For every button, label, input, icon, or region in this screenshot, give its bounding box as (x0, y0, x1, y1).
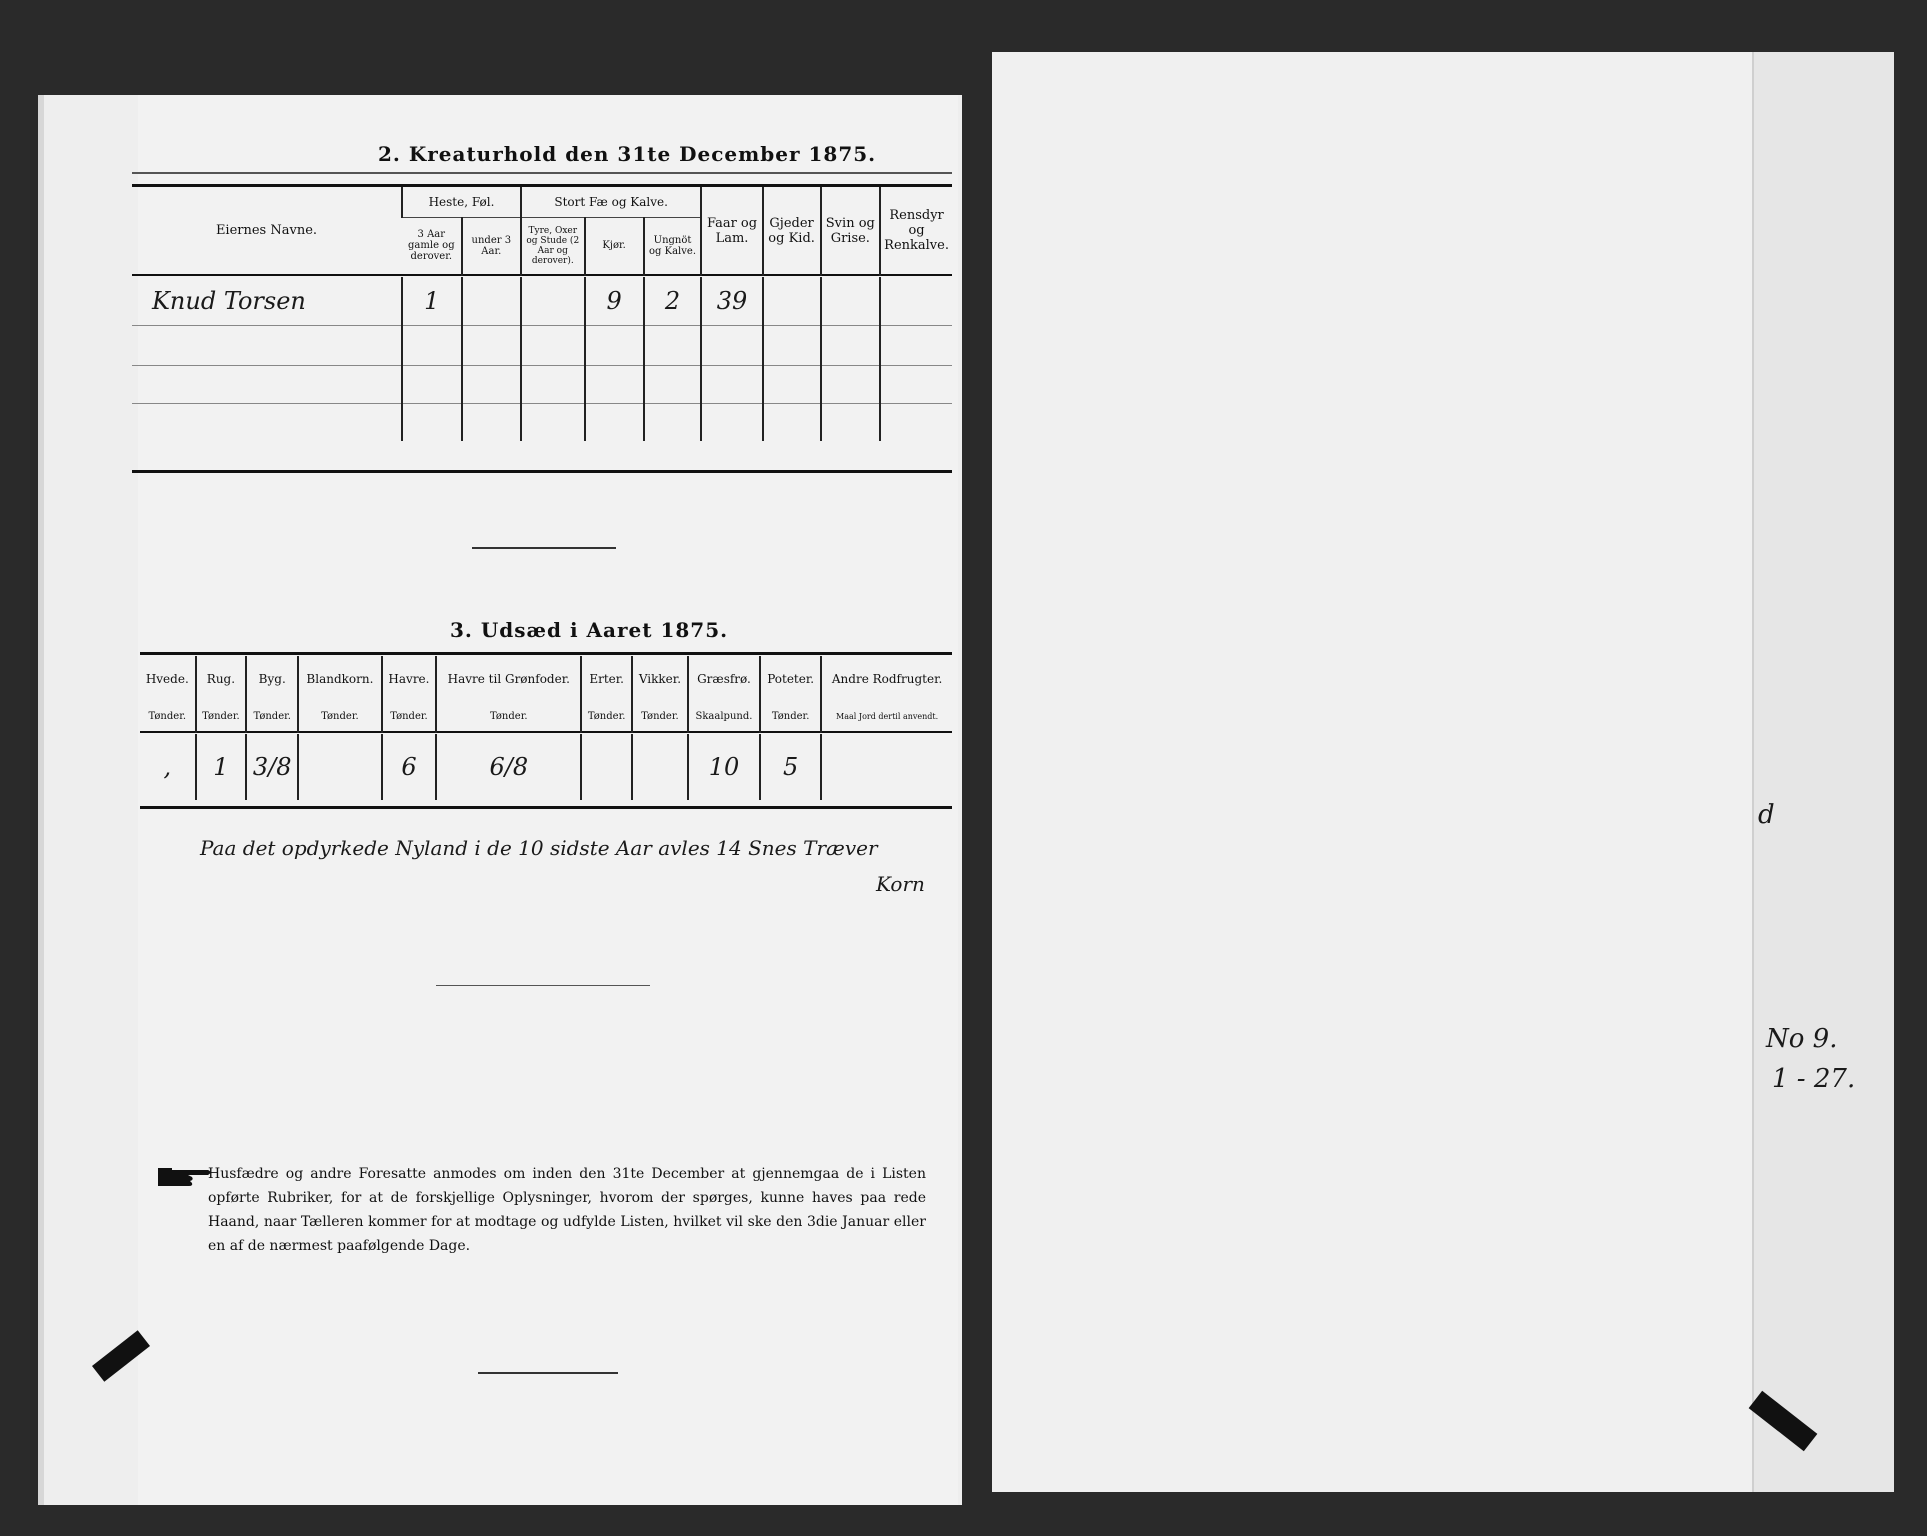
right-page (992, 52, 1892, 1492)
pigs-value (821, 277, 881, 325)
seed-col-rug: Rug. (196, 656, 247, 702)
reindeer-value (880, 277, 952, 325)
sheep-value: 39 (701, 277, 762, 325)
seed-unit: Skaalpund. (688, 702, 760, 732)
livestock-table (132, 187, 952, 441)
seed-unit: Tønder. (196, 702, 247, 732)
divider (472, 547, 616, 549)
seed-col-erter: Erter. (581, 656, 632, 702)
table-row (140, 734, 952, 800)
divider (478, 1372, 618, 1374)
section2-title: 2. Kreaturhold den 31te December 1875. (378, 142, 877, 166)
handwritten-note-line2: Korn (876, 872, 925, 896)
header-pigs: Svin og Grise. (821, 187, 881, 275)
seed-unit: Tønder. (246, 702, 298, 732)
table-row (132, 365, 952, 403)
rule (132, 172, 952, 174)
header-horses-young: under 3 Aar. (462, 217, 521, 275)
seed-value (581, 734, 632, 800)
owner-name: Knud Torsen (152, 286, 306, 315)
seed-col-blandkorn: Blandkorn. (298, 656, 381, 702)
seed-col-hvede: Hvede. (145, 672, 189, 686)
margin-note-number: No 9. (1766, 1024, 1838, 1054)
margin-note-range: 1 - 27. (1772, 1064, 1856, 1094)
horses-young-value (462, 277, 521, 325)
header-reindeer: Rensdyr og Renkalve. (880, 187, 952, 275)
header-horses-old: 3 Aar gamle og derover. (408, 229, 455, 263)
seed-col-poteter: Poteter. (760, 656, 821, 702)
seed-value: 3/8 (246, 734, 298, 800)
header-cattle-bulls: Tyre, Oxer og Stude (2 Aar og derover). (521, 217, 585, 275)
seed-col-havre-gronfoder: Havre til Grønfoder. (436, 656, 581, 702)
header-cattle-cows: Kjør. (585, 217, 644, 275)
header-owner: Eiernes Navne. (215, 223, 318, 238)
horses-old-value: 1 (402, 277, 462, 325)
cattle-cows-value: 9 (585, 277, 644, 325)
seed-value: 1 (196, 734, 247, 800)
header-sheep: Faar og Lam. (701, 187, 762, 275)
seed-unit: Maal Jord dertil anvendt. (821, 702, 952, 732)
seed-col-andre: Andre Rodfrugter. (821, 656, 952, 702)
footer-instructions: Husfædre og andre Foresatte anmodes om inden den 31te December at gjennemgaa de i Listen opførte Rubriker, for at de forskjellige Oplysninger, hvorom der spørges, kunne haves paa rede Haand, naar Tælleren kommer for at modtage og udfylde Listen, hvilket vil ske den 3die Januar eller en af de nærmest paafølgende Dage. (208, 1166, 926, 1254)
margin-note-d: d (1758, 800, 1775, 830)
seed-value (821, 734, 952, 800)
seed-unit: Tønder. (581, 702, 632, 732)
divider (436, 985, 650, 986)
seed-col-vikker: Vikker. (632, 656, 688, 702)
seed-value: 10 (688, 734, 760, 800)
seed-unit: Tønder. (632, 702, 688, 732)
section3-title: 3. Udsæd i Aaret 1875. (450, 618, 729, 642)
seed-unit: Tønder. (436, 702, 581, 732)
seed-value: 5 (760, 734, 821, 800)
seed-unit: Tønder. (148, 711, 187, 722)
table-row (132, 403, 952, 441)
seed-unit: Tønder. (382, 702, 437, 732)
right-page-strip (1752, 52, 1894, 1492)
seed-value: 6 (382, 734, 437, 800)
seed-col-graesfro: Græsfrø. (688, 656, 760, 702)
table-row (132, 325, 952, 365)
seed-value: , (163, 753, 172, 781)
rule (140, 806, 952, 809)
pointing-hand-icon (158, 1164, 214, 1190)
seed-value: 6/8 (436, 734, 581, 800)
header-cattle-group: Stort Fæ og Kalve. (521, 187, 701, 217)
seed-value (632, 734, 688, 800)
table-row (132, 277, 952, 325)
handwritten-note-line1: Paa det opdyrkede Nyland i de 10 sidste Aar avles 14 Snes Træver (200, 836, 878, 860)
seed-value (298, 734, 381, 800)
seed-col-byg: Byg. (246, 656, 298, 702)
seed-col-havre: Havre. (382, 656, 437, 702)
cattle-young-value: 2 (644, 277, 702, 325)
goats-value (763, 277, 821, 325)
header-goats: Gjeder og Kid. (763, 187, 821, 275)
rule (140, 652, 952, 655)
rule (132, 470, 952, 473)
header-cattle-young: Ungnöt og Kalve. (644, 217, 702, 275)
cattle-bulls-value (521, 277, 585, 325)
seed-table (140, 656, 952, 800)
seed-unit: Tønder. (760, 702, 821, 732)
header-horses-group: Heste, Føl. (402, 187, 521, 217)
seed-unit: Tønder. (298, 702, 381, 732)
